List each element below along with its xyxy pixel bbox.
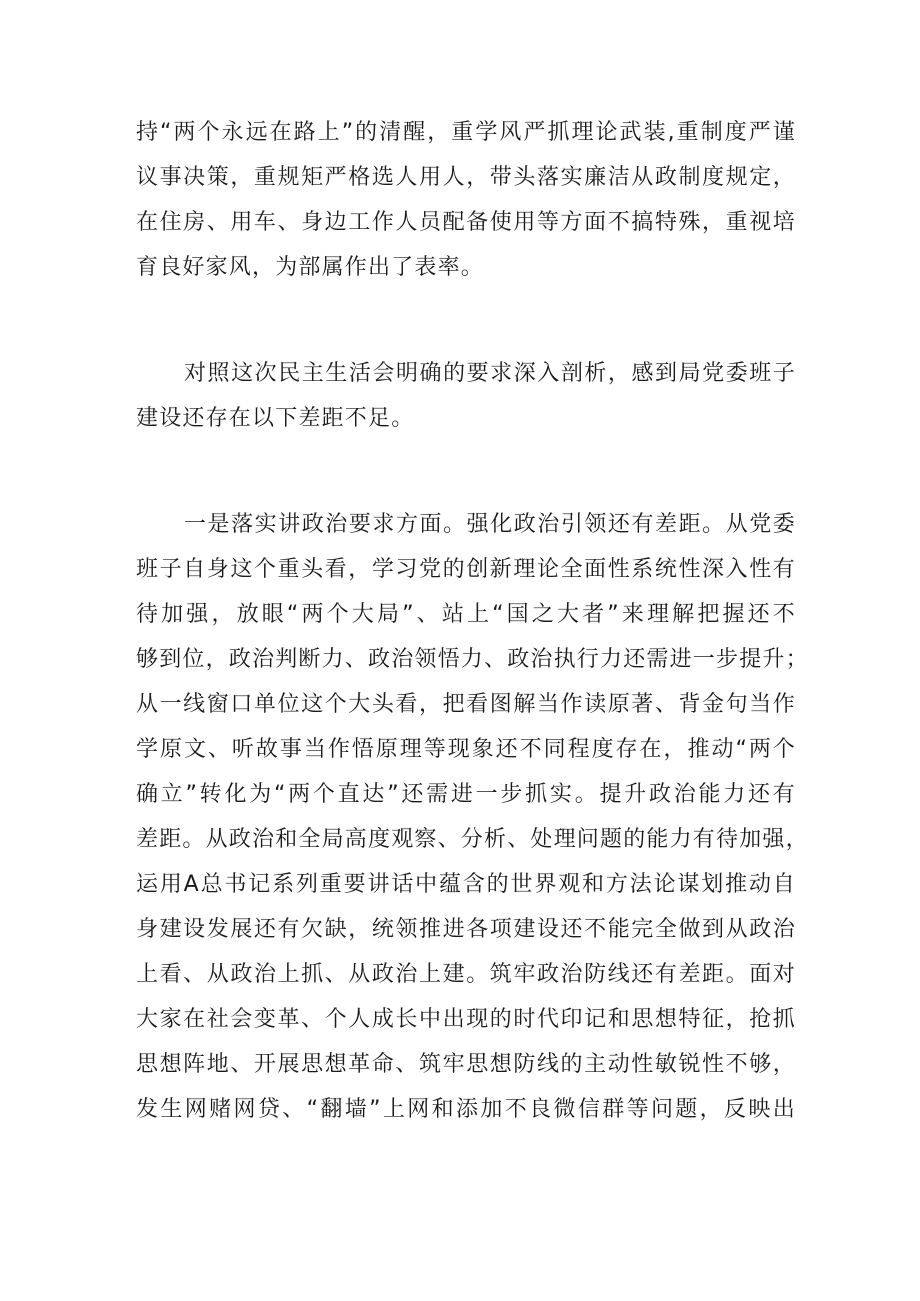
paragraph-1-line-4: 育良好家风，为部属作出了表率。 xyxy=(136,255,485,280)
paragraph-3-line-7: 确立”转化为“两个直达”还需进一步抓实。提升政治能力还有 xyxy=(136,782,796,807)
paragraph-3-line-8: 差距。从政治和全局高度观察、分析、处理问题的能力有待加强， xyxy=(136,827,809,852)
paragraph-1-line-3: 在住房、用车、身边工作人员配备使用等方面不搞特殊，重视培 xyxy=(136,210,796,235)
paragraph-3-line-1: 一是落实讲政治要求方面。强化政治引领还有差距。从党委 xyxy=(184,512,796,537)
paragraph-3-line-11: 上看、从政治上抓、从政治上建。筑牢政治防线还有差距。面对 xyxy=(136,962,796,987)
paragraph-3-line-3: 待加强，放眼“两个大局”、站上“国之大者”来理解把握还不 xyxy=(136,602,796,627)
paragraph-3-line-9: 运用A总书记系列重要讲话中蕴含的世界观和方法论谋划推动自 xyxy=(136,872,796,897)
paragraph-1-line-1: 持“两个永远在路上”的清醒，重学风严抓理论武装,重制度严谨 xyxy=(136,120,796,145)
paragraph-3-line-6: 学原文、听故事当作悟原理等现象还不同程度存在，推动“两个 xyxy=(136,737,796,762)
paragraph-3-line-14: 发生网赌网贷、“翻墙”上网和添加不良微信群等问题，反映出 xyxy=(136,1097,796,1122)
paragraph-2-line-2: 建设还存在以下差距不足。 xyxy=(136,406,415,431)
paragraph-3-line-5: 从一线窗口单位这个大头看，把看图解当作读原著、背金句当作 xyxy=(136,692,796,717)
paragraph-3-line-4: 够到位，政治判断力、政治领悟力、政治执行力还需进一步提升； xyxy=(136,647,809,672)
paragraph-3-line-10: 身建设发展还有欠缺，统领推进各项建设还不能完全做到从政治 xyxy=(136,917,796,942)
paragraph-3-line-13: 思想阵地、开展思想革命、筑牢思想防线的主动性敏锐性不够， xyxy=(136,1052,796,1077)
paragraph-3-line-2: 班子自身这个重头看，学习党的创新理论全面性系统性深入性有 xyxy=(136,557,796,582)
paragraph-2-line-1: 对照这次民主生活会明确的要求深入剖析，感到局党委班子 xyxy=(184,361,796,386)
paragraph-1-line-2: 议事决策，重规矩严格选人用人，带头落实廉洁从政制度规定， xyxy=(136,165,796,190)
paragraph-3-line-12: 大家在社会变革、个人成长中出现的时代印记和思想特征，抢抓 xyxy=(136,1007,796,1032)
